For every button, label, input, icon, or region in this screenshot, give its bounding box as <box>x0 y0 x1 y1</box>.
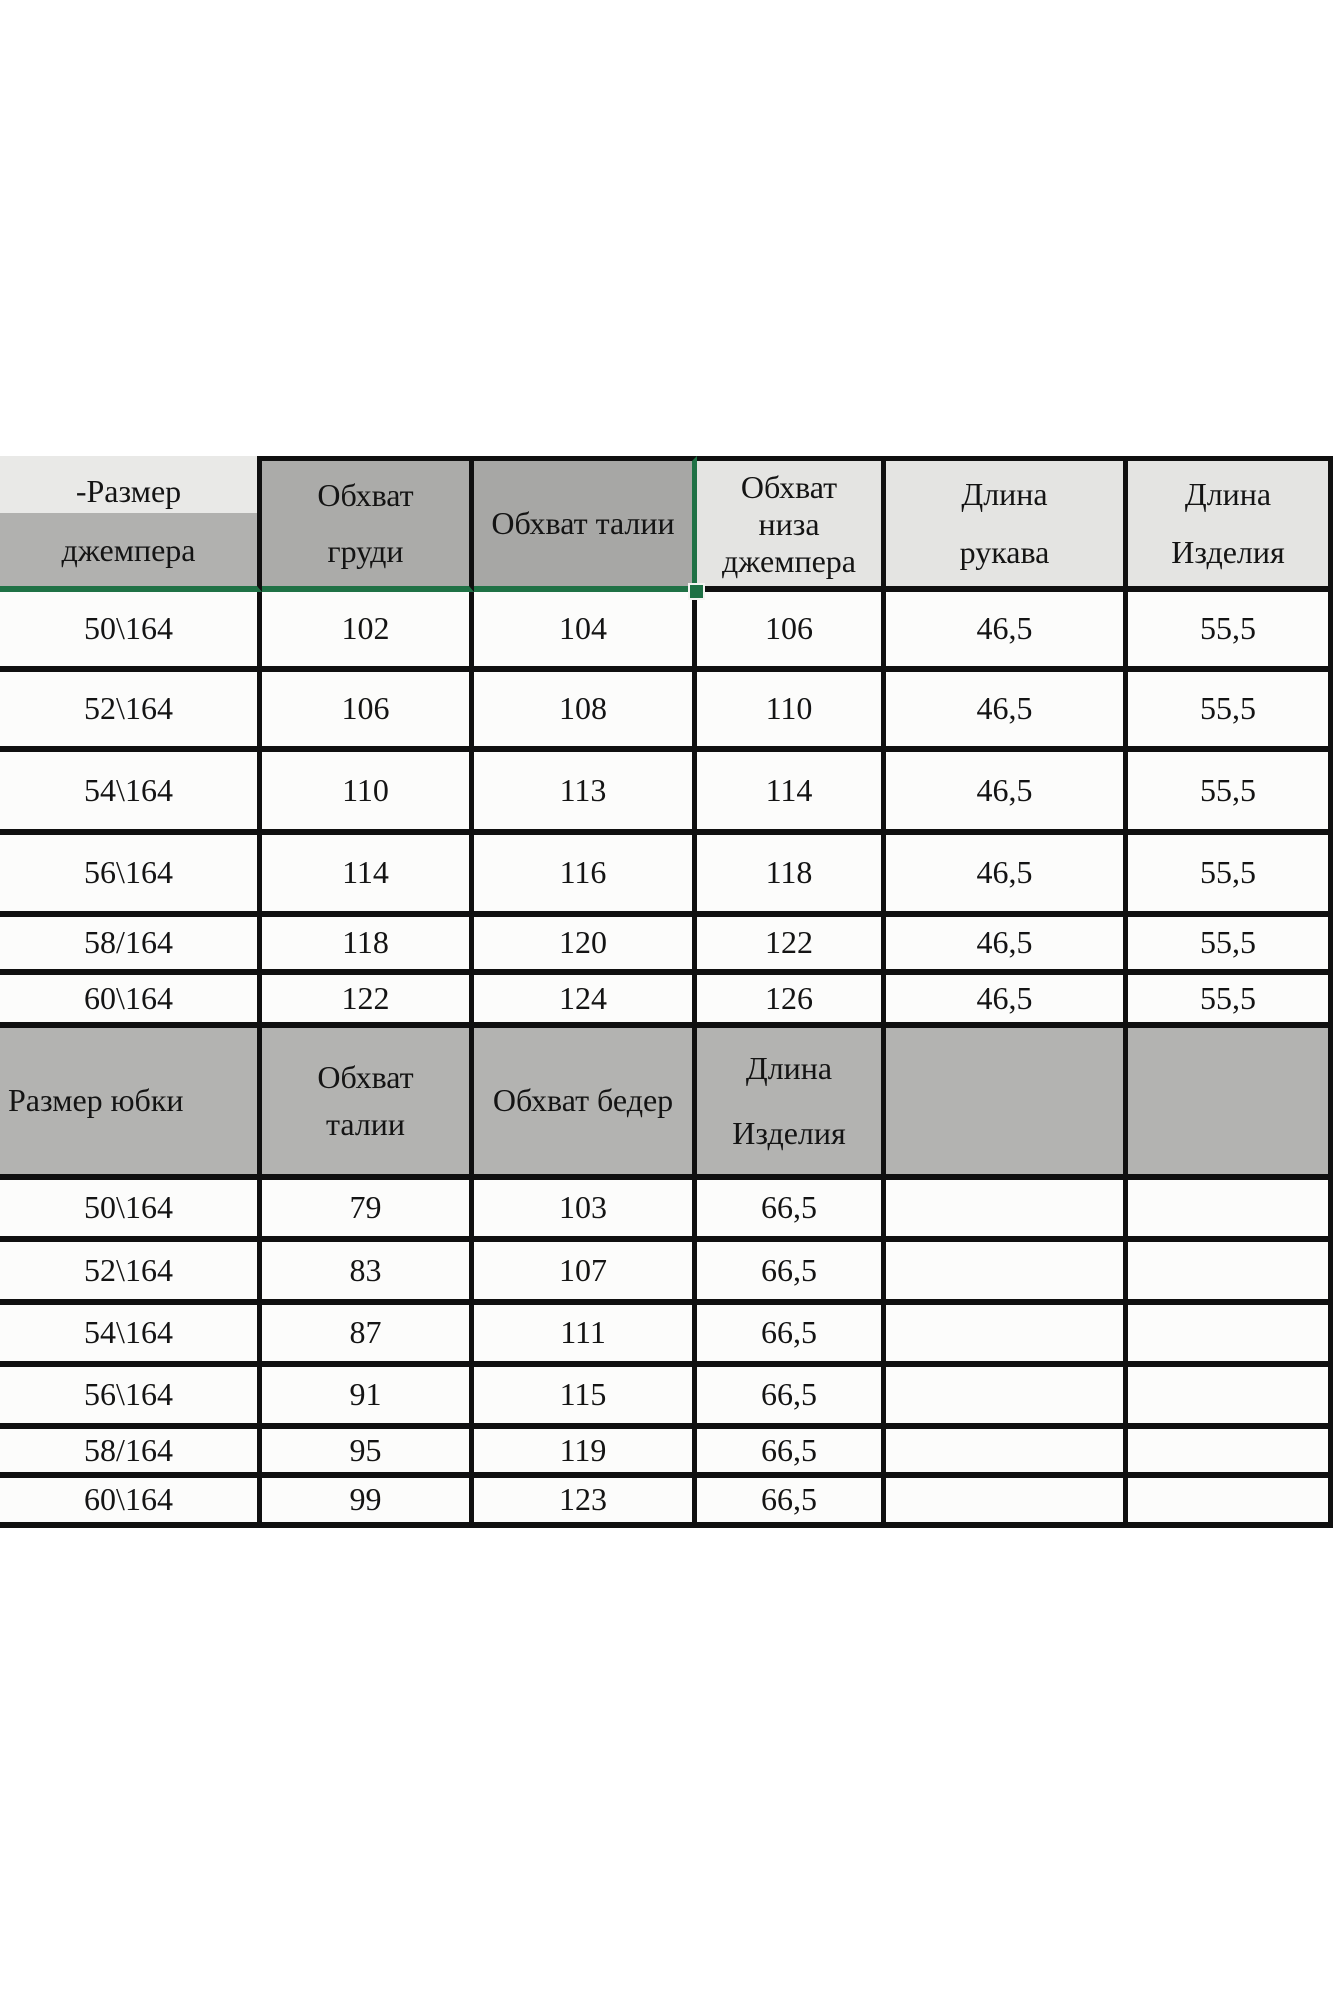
skirt-length-cell[interactable]: 66,5 <box>697 1180 886 1242</box>
header-jumper-waist-selected-cell[interactable] <box>474 456 697 592</box>
empty-cell[interactable] <box>886 1367 1128 1429</box>
jumper-sleeve-cell[interactable]: 46,5 <box>886 592 1128 672</box>
jumper-hem-cell[interactable]: 126 <box>697 975 886 1028</box>
header-line: талии <box>325 1106 406 1142</box>
skirt-length-cell[interactable]: 66,5 <box>697 1242 886 1305</box>
header-jumper-length[interactable] <box>1128 456 1333 592</box>
skirt-hips-cell[interactable]: 111 <box>474 1305 697 1367</box>
jumper-waist-cell[interactable]: 104 <box>474 592 697 672</box>
jumper-hem-cell[interactable]: 118 <box>697 835 886 917</box>
jumper-hem-cell[interactable]: 106 <box>697 592 886 672</box>
header-line: -Размер <box>75 472 182 509</box>
header-line: Обхват талии <box>491 504 675 541</box>
skirt-length-cell[interactable]: 66,5 <box>697 1478 886 1528</box>
skirt-hips-cell[interactable]: 107 <box>474 1242 697 1305</box>
skirt-length-cell[interactable]: 66,5 <box>697 1429 886 1478</box>
skirt-hips-cell[interactable]: 115 <box>474 1367 697 1429</box>
jumper-length-cell[interactable]: 55,5 <box>1128 975 1333 1028</box>
empty-cell[interactable] <box>886 1478 1128 1528</box>
skirt-hips-cell[interactable]: 119 <box>474 1429 697 1478</box>
jumper-size-cell[interactable]: 52\164 <box>0 672 262 752</box>
empty-cell[interactable] <box>1128 1429 1333 1478</box>
jumper-length-cell[interactable]: 55,5 <box>1128 917 1333 975</box>
jumper-chest-cell[interactable]: 110 <box>262 752 474 835</box>
header-skirt-length[interactable] <box>697 1028 886 1180</box>
header-line: джемпера <box>722 543 856 580</box>
header-line: Обхват <box>317 476 414 513</box>
jumper-size-cell[interactable]: 58/164 <box>0 917 262 975</box>
header-line: джемпера <box>61 531 196 568</box>
skirt-length-cell[interactable]: 66,5 <box>697 1367 886 1429</box>
jumper-size-cell[interactable]: 50\164 <box>0 592 262 672</box>
empty-header-cell[interactable] <box>886 1028 1128 1180</box>
skirt-waist-cell[interactable]: 95 <box>262 1429 474 1478</box>
skirt-waist-cell[interactable]: 79 <box>262 1180 474 1242</box>
jumper-length-cell[interactable]: 55,5 <box>1128 672 1333 752</box>
header-line: Длина <box>961 475 1048 512</box>
header-jumper-sleeve[interactable] <box>886 456 1128 592</box>
skirt-size-cell[interactable]: 56\164 <box>0 1367 262 1429</box>
jumper-sleeve-cell[interactable]: 46,5 <box>886 975 1128 1028</box>
header-line: Длина <box>1184 475 1272 512</box>
skirt-size-cell[interactable]: 54\164 <box>0 1305 262 1367</box>
empty-cell[interactable] <box>886 1305 1128 1367</box>
jumper-length-cell[interactable]: 55,5 <box>1128 752 1333 835</box>
header-line: Изделия <box>732 1114 846 1151</box>
skirt-hips-cell[interactable]: 103 <box>474 1180 697 1242</box>
jumper-sleeve-cell[interactable]: 46,5 <box>886 917 1128 975</box>
jumper-hem-cell[interactable]: 114 <box>697 752 886 835</box>
selection-fill-handle[interactable] <box>690 585 703 598</box>
jumper-sleeve-cell[interactable]: 46,5 <box>886 672 1128 752</box>
header-line: Изделия <box>1171 534 1285 571</box>
empty-cell[interactable] <box>886 1429 1128 1478</box>
skirt-waist-cell[interactable]: 99 <box>262 1478 474 1528</box>
skirt-hips-cell[interactable]: 123 <box>474 1478 697 1528</box>
empty-cell[interactable] <box>1128 1180 1333 1242</box>
header-jumper-hem[interactable] <box>697 456 886 592</box>
jumper-size-cell[interactable]: 56\164 <box>0 835 262 917</box>
size-chart-table <box>0 456 1333 1528</box>
jumper-length-cell[interactable]: 55,5 <box>1128 592 1333 672</box>
jumper-sleeve-cell[interactable]: 46,5 <box>886 752 1128 835</box>
skirt-size-cell[interactable]: 52\164 <box>0 1242 262 1305</box>
jumper-chest-cell[interactable]: 106 <box>262 672 474 752</box>
jumper-size-cell[interactable]: 60\164 <box>0 975 262 1028</box>
skirt-size-cell[interactable]: 50\164 <box>0 1180 262 1242</box>
jumper-waist-cell[interactable]: 116 <box>474 835 697 917</box>
skirt-waist-cell[interactable]: 91 <box>262 1367 474 1429</box>
jumper-hem-cell[interactable]: 110 <box>697 672 886 752</box>
header-jumper-size[interactable] <box>0 456 262 592</box>
skirt-size-cell[interactable]: 58/164 <box>0 1429 262 1478</box>
jumper-sleeve-cell[interactable]: 46,5 <box>886 835 1128 917</box>
jumper-chest-cell[interactable]: 118 <box>262 917 474 975</box>
empty-header-cell[interactable] <box>1128 1028 1333 1180</box>
header-line: Обхват бедер <box>492 1082 674 1119</box>
jumper-hem-cell[interactable]: 122 <box>697 917 886 975</box>
jumper-waist-cell[interactable]: 124 <box>474 975 697 1028</box>
header-line: груди <box>327 533 404 570</box>
header-line: Обхват <box>317 1058 414 1095</box>
empty-cell[interactable] <box>886 1180 1128 1242</box>
skirt-length-cell[interactable]: 66,5 <box>697 1305 886 1367</box>
header-line: Длина <box>745 1049 833 1086</box>
header-line: Размер юбки <box>8 1082 184 1119</box>
empty-cell[interactable] <box>1128 1478 1333 1528</box>
jumper-length-cell[interactable]: 55,5 <box>1128 835 1333 917</box>
header-line: рукава <box>959 534 1050 571</box>
jumper-chest-cell[interactable]: 102 <box>262 592 474 672</box>
jumper-chest-cell[interactable]: 114 <box>262 835 474 917</box>
jumper-chest-cell[interactable]: 122 <box>262 975 474 1028</box>
header-line: низа <box>758 506 820 543</box>
jumper-waist-cell[interactable]: 113 <box>474 752 697 835</box>
jumper-size-cell[interactable]: 54\164 <box>0 752 262 835</box>
empty-cell[interactable] <box>1128 1305 1333 1367</box>
header-line: Обхват <box>740 469 838 505</box>
header-skirt-size[interactable] <box>0 1028 262 1180</box>
skirt-waist-cell[interactable]: 87 <box>262 1305 474 1367</box>
header-skirt-hips[interactable] <box>474 1028 697 1180</box>
empty-cell[interactable] <box>1128 1242 1333 1305</box>
empty-cell[interactable] <box>1128 1367 1333 1429</box>
skirt-size-cell[interactable]: 60\164 <box>0 1478 262 1528</box>
skirt-waist-cell[interactable]: 83 <box>262 1242 474 1305</box>
jumper-waist-cell[interactable]: 108 <box>474 672 697 752</box>
jumper-waist-cell[interactable]: 120 <box>474 917 697 975</box>
header-skirt-waist[interactable] <box>262 1028 474 1180</box>
header-jumper-chest[interactable] <box>262 456 474 592</box>
empty-cell[interactable] <box>886 1242 1128 1305</box>
